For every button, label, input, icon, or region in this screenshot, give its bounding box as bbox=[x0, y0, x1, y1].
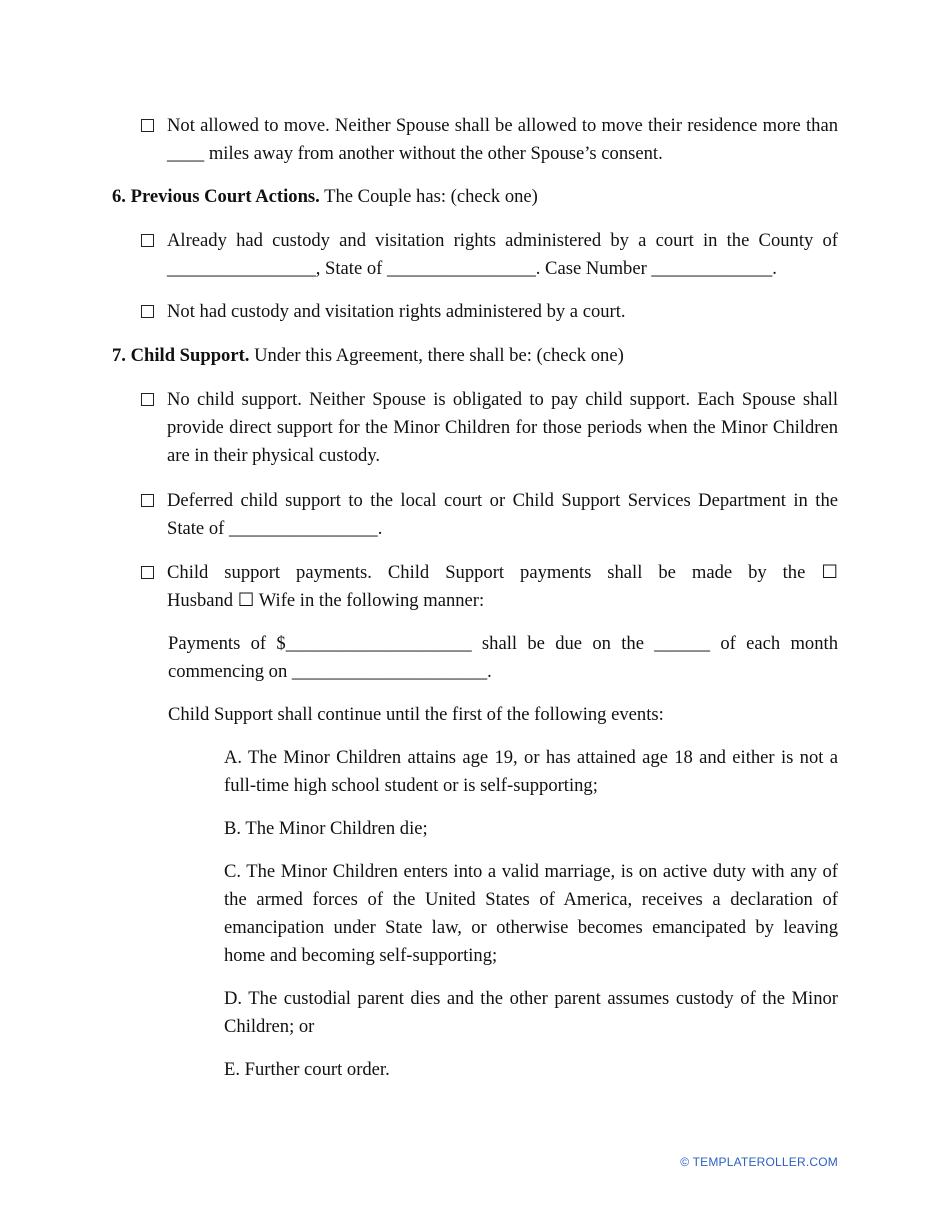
checkbox-icon[interactable] bbox=[141, 234, 154, 247]
option-child-support-payments bbox=[141, 559, 838, 615]
option-text: Not allowed to move. Neither Spouse shall be allowed to move their residence more than ____ miles away from another without the other Spouse’s consent. bbox=[167, 115, 838, 164]
section-6-text: The Couple has: (check one) bbox=[324, 186, 538, 207]
event-c: C. The Minor Children enters into a valid marriage, is on active duty with any of the armed forces of the United States of America, receives a declaration of emancipation under State law, or otherwise becomes emancipated by leaving home and becoming self-supporting; bbox=[224, 861, 838, 966]
section-7-text: Under this Agreement, there shall be: (check one) bbox=[254, 345, 624, 366]
option-text bbox=[167, 559, 838, 615]
checkbox-icon[interactable] bbox=[141, 305, 154, 318]
checkbox-icon[interactable] bbox=[141, 393, 154, 406]
option-deferred-child-support bbox=[141, 487, 838, 543]
footer-watermark[interactable]: © TEMPLATEROLLER.COM bbox=[680, 1155, 838, 1169]
checkbox-icon[interactable] bbox=[141, 566, 154, 579]
section-6-heading-line bbox=[112, 183, 838, 211]
option-not-had-custody bbox=[141, 298, 838, 326]
option-no-child-support bbox=[141, 386, 838, 470]
section-6-heading: 6. Previous Court Actions. bbox=[112, 186, 320, 207]
option-not-allowed-to-move bbox=[141, 112, 838, 168]
option-text: Not had custody and visitation rights administered by a court. bbox=[167, 301, 626, 322]
checkbox-icon[interactable] bbox=[141, 494, 154, 507]
option-text: Deferred child support to the local court or Child Support Services Department in the State of ________________. bbox=[167, 490, 838, 539]
option-text: No child support. Neither Spouse is obligated to pay child support. Each Spouse shall provide direct support for the Minor Children for those periods when the Minor Children are in their physical custody. bbox=[167, 389, 838, 466]
continue-until-text: Child Support shall continue until the first of the following events: bbox=[168, 704, 664, 725]
payments-line-2: Husband ☐ Wife in the following manner: bbox=[167, 590, 485, 611]
event-e: E. Further court order. bbox=[224, 1059, 390, 1080]
section-7-heading-line bbox=[112, 342, 838, 370]
event-a: A. The Minor Children attains age 19, or has attained age 18 and either is not a full-time high school student or is self-supporting; bbox=[224, 747, 838, 796]
payments-due-text: Payments of $____________________ shall be due on the ______ of each month commencing on _____________________. bbox=[168, 633, 838, 682]
section-7-heading: 7. Child Support. bbox=[112, 345, 250, 366]
event-b: B. The Minor Children die; bbox=[224, 818, 428, 839]
checkbox-icon[interactable] bbox=[141, 119, 154, 132]
option-text: Already had custody and visitation rights administered by a court in the County of ________________, State of ________________. Case Number _____________. bbox=[167, 230, 838, 279]
event-d: D. The custodial parent dies and the other parent assumes custody of the Minor Children; or bbox=[224, 988, 838, 1037]
option-already-had-custody bbox=[141, 227, 838, 283]
payments-line-1: Child support payments. Child Support payments shall be made by the ☐ bbox=[167, 562, 838, 583]
